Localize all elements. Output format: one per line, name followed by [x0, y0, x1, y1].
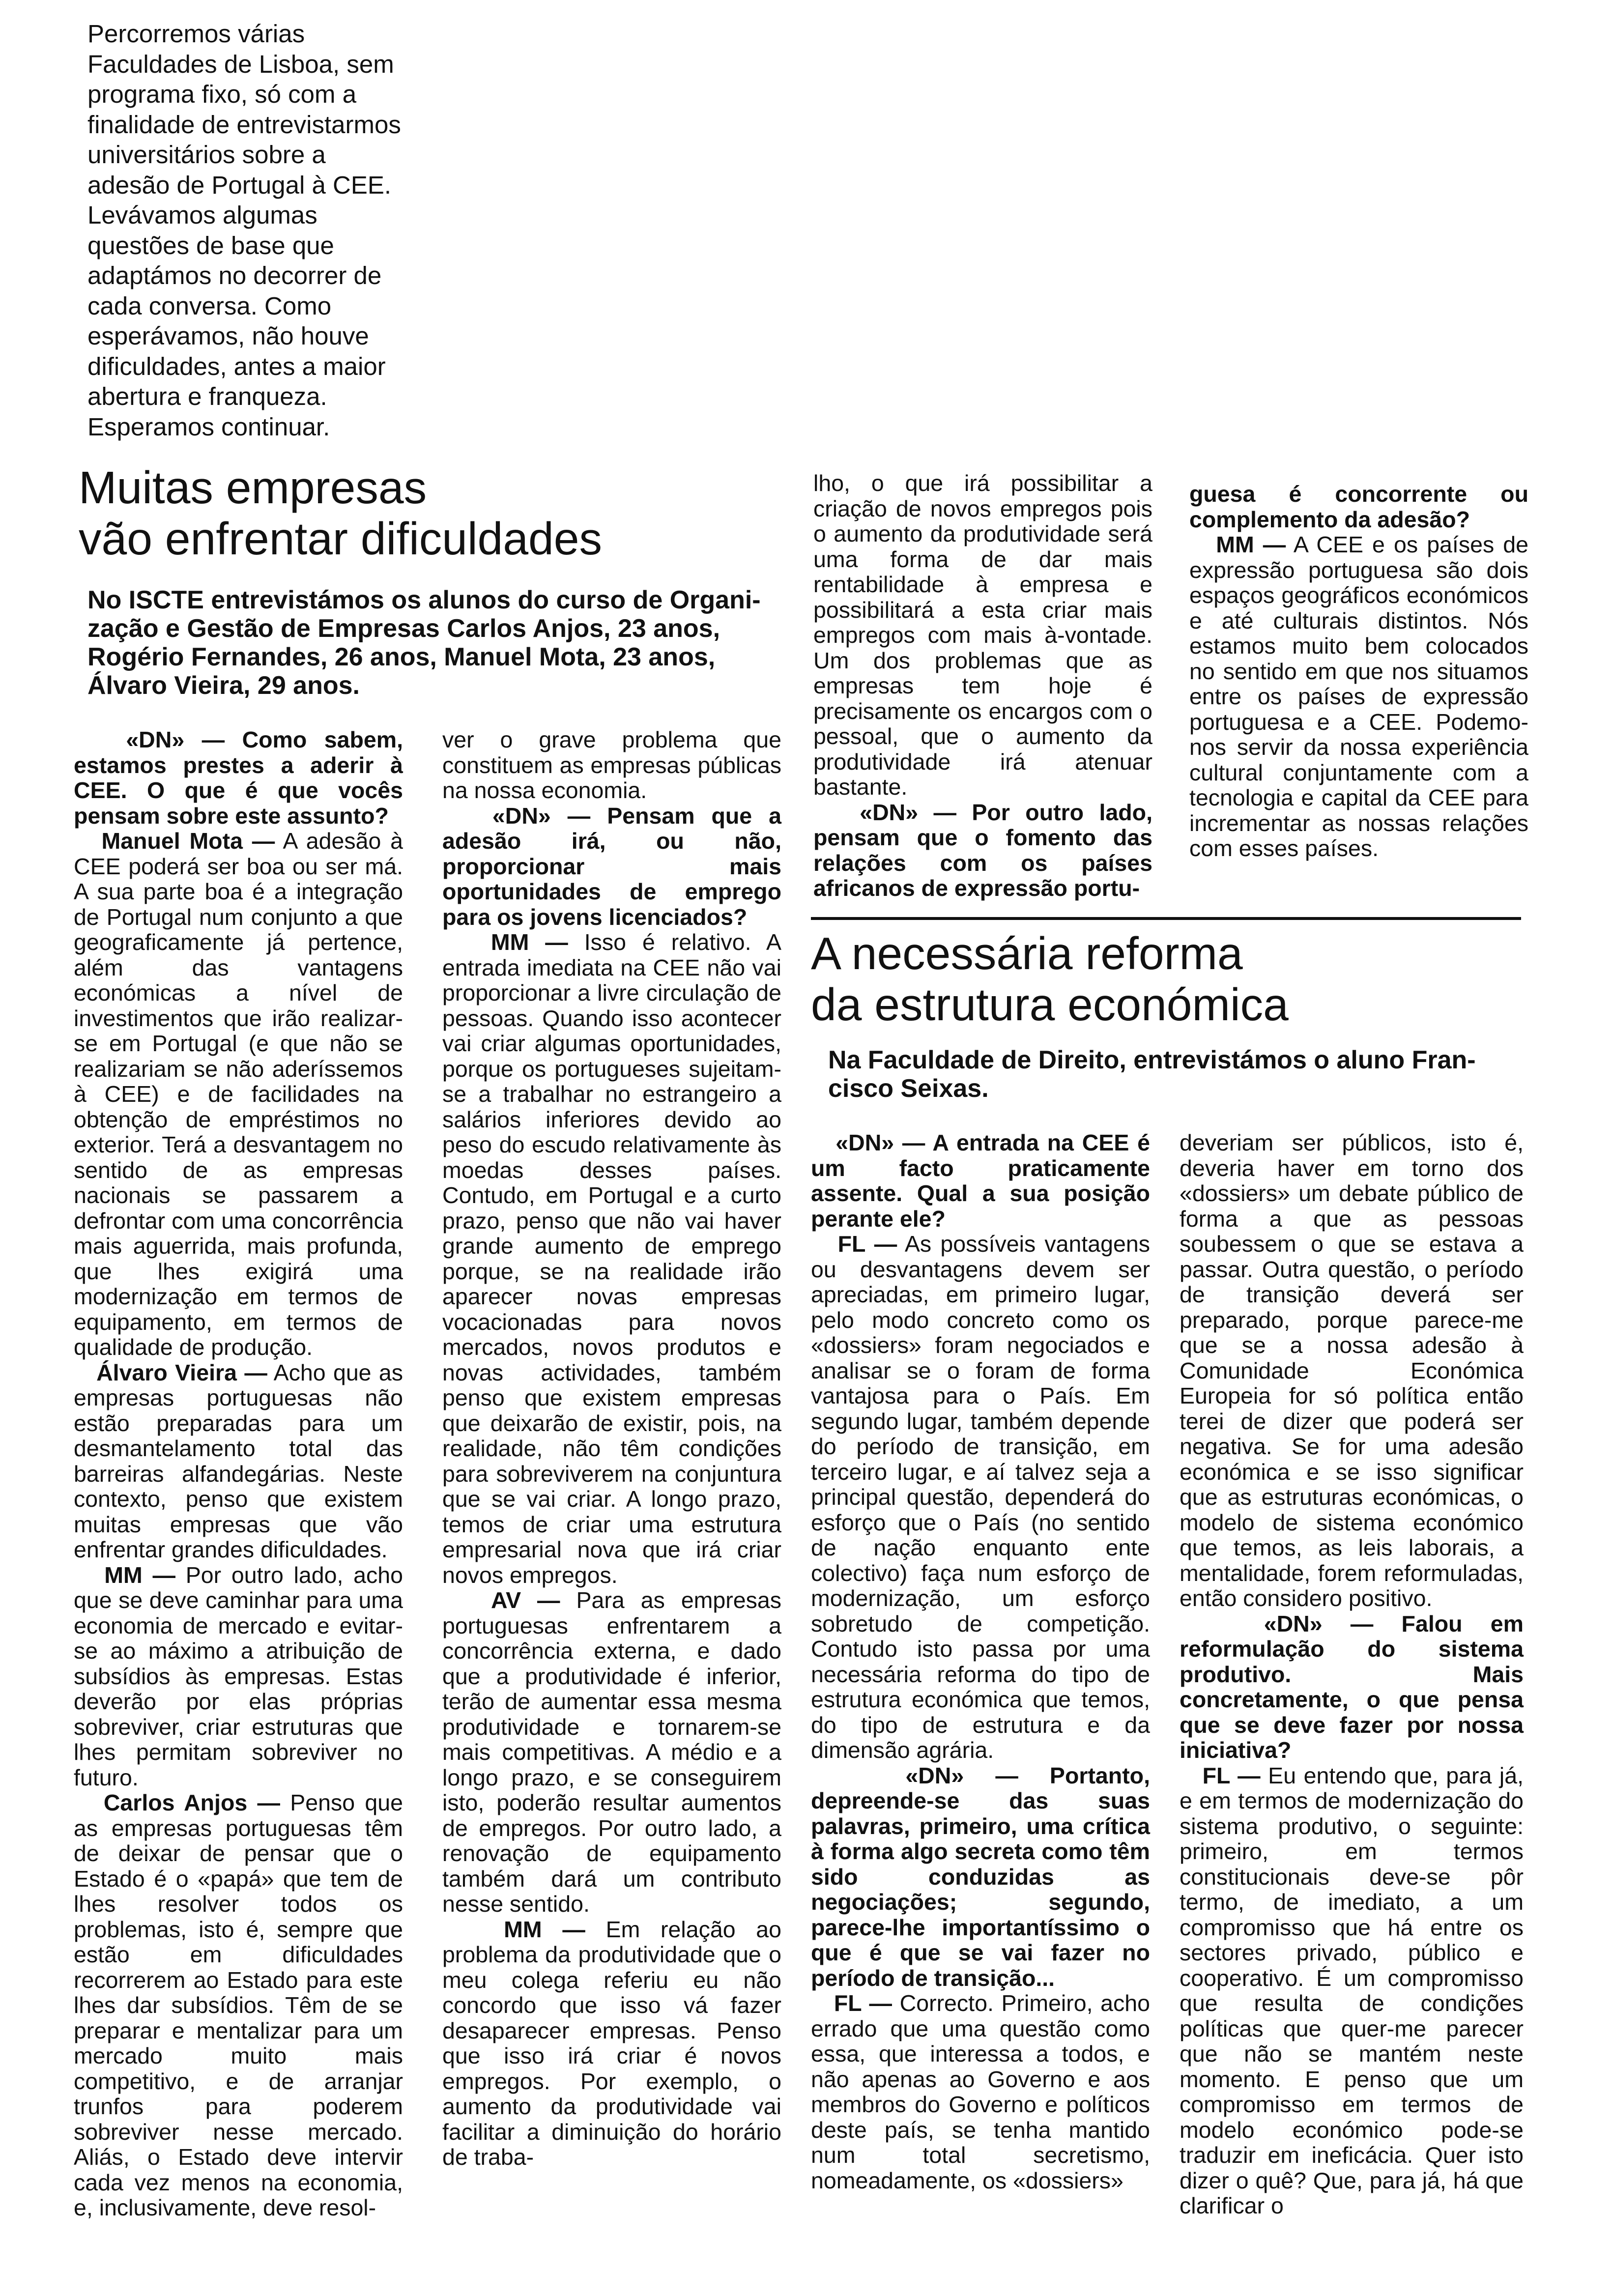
headline-line: vão enfrentar dificuldades [79, 513, 603, 564]
lead-line: Rogério Fernandes, 26 anos, Manuel Mota, 23 anos, [87, 643, 716, 671]
headline-line: Muitas empresas [79, 462, 427, 513]
intro-line: dificuldades, antes a maior [87, 352, 386, 380]
paragraph: Álvaro Vieira — Acho que as empresas portuguesas não estão preparadas para um desmantelamento total das barreiras alfandegárias. Neste contexto, penso que existem muitas empresas que vão enfrentar grandes dificuldades. [74, 1359, 403, 1562]
intro-line: programa fixo, só com a [87, 80, 357, 108]
section-divider [811, 917, 1521, 920]
paragraph: FL — Correcto. Primeiro, acho errado que uma questão como essa, que interessa a todos, e não apenas ao Governo e aos membros do Governo e políticos deste país, se tenha mantido num total secretismo, nomeadamente, os «dossiers» [811, 1990, 1150, 2193]
article1-column-1 [74, 727, 403, 2221]
article2-lead [828, 1046, 1526, 1103]
lead-line: No ISCTE entrevistámos os alunos do curso de Organi- [87, 586, 761, 614]
headline-line: A necessária reforma [811, 928, 1243, 979]
paragraph: Carlos Anjos — Penso que as empresas portuguesas têm de deixar de pensar que o Estado é o «papá» que tem de lhes resolver todos os problemas, isto é, sempre que estão em dificuldades recorrerem ao Estado para este lhes dar subsídios. Têm de se preparar e mentalizar para um mercado muito mais competitivo, e de arranjar trunfos para poderem sobreviver nesse mercado. Aliás, o Estado deve intervir cada vez menos na economia, e, inclusivamente, deve resol- [74, 1790, 403, 2220]
paragraph: «DN» — Falou em reformulação do sistema produtivo. Mais concretamente, o que pensa que se deve fazer por nossa iniciativa? [1180, 1610, 1524, 1763]
paragraph: FL — As possíveis vantagens ou desvantagens devem ser apreciadas, em primeiro lugar, pelo modo concreto como os «dossiers» foram negociados e analisar se o foram de forma vantajosa para o País. Em segundo lugar, também depende do período de transição, em terceiro lugar, e aí talvez seja a principal questão, dependerá do esforço que o País (no sentido de nação enquanto ente colectivo) faça num esforço de modernização, um esforço sobretudo de competição. Contudo isto passa por uma necessária reforma do tipo de estrutura económica que temos, do tipo de estrutura e da dimensão agrária. [811, 1231, 1150, 1763]
intro-line: Levávamos algumas [87, 201, 317, 229]
article1-column-2 [442, 727, 781, 2170]
paragraph: MM — Isso é relativo. A entrada imediata na CEE não vai proporcionar a livre circulação de pessoas. Quando isso acontecer vai criar algumas oportunidades, porque os portugueses sujeitam-se a trabalhar no estrangeiro a salários inferiores devido ao peso do escudo relativamente às moedas desses países. Contudo, em Portugal e a curto prazo, penso que não vai haver grande aumento de emprego porque, se na realidade irão aparecer novas empresas vocacionadas para novos mercados, novos produtos e novas actividades, também penso que existem empresas que deixarão de existir, pois, na realidade, não têm condições para sobreviverem na conjuntura que se vai criar. A longo prazo, temos de criar uma estrutura empresarial nova que irá criar novos empregos. [442, 929, 781, 1588]
paragraph: guesa é concorrente ou complemento da adesão? [1189, 481, 1528, 532]
article2-headline [811, 928, 1499, 1030]
article1-headline [79, 462, 767, 564]
paragraph: «DN» — Como sabem, estamos prestes a aderir à CEE. O que é que vocês pensam sobre este assunto? [74, 727, 403, 829]
intro-line: questões de base que [87, 231, 334, 259]
article1-column-4 [1189, 482, 1528, 861]
paragraph: ver o grave problema que constituem as empresas públicas na nossa economia. [442, 727, 781, 803]
paragraph: MM — Por outro lado, acho que se deve caminhar para uma economia de mercado e evitar-se ao máximo a atribuição de subsídios às empresas. Estas deverão por elas próprias sobreviver, criar estruturas que lhes permitam sobreviver no futuro. [74, 1562, 403, 1790]
intro-text [87, 19, 422, 442]
article2-column-1 [811, 1130, 1150, 2193]
headline-line: da estrutura económica [811, 979, 1289, 1030]
article1-column-3 [813, 471, 1152, 901]
intro-line: esperávamos, não houve [87, 322, 369, 350]
lead-line: zação e Gestão de Empresas Carlos Anjos, 23 anos, [87, 614, 720, 643]
intro-line: universitários sobre a [87, 141, 326, 169]
article1-lead [87, 586, 785, 700]
paragraph: MM — Em relação ao problema da produtividade que o meu colega referiu eu não concordo que isso vá fazer desaparecer empresas. Penso que isso irá criar é novos empregos. Por exemplo, o aumento da produtividade vai facilitar a diminuição do horário de traba- [442, 1916, 781, 2170]
intro-line: adesão de Portugal à CEE. [87, 171, 392, 199]
paragraph: «DN» — A entrada na CEE é um facto praticamente assente. Qual a sua posição perante ele? [811, 1130, 1150, 1232]
intro-line: finalidade de entrevistarmos [87, 110, 401, 139]
paragraph: deveriam ser públicos, isto é, deveria haver em torno dos «dossiers» um debate público de forma a que as pessoas soubessem o que se estava a passar. Outra questão, o período de transição deverá ser preparado, porque parece-me que se a nossa adesão à Comunidade Económica Europeia for só política então terei de dizer que poderá ser negativa. Se for uma adesão económica e se isso significar que as estruturas económicas, o modelo de sistema económico que temos, as leis laborais, a mentalidade, forem reformuladas, então considero positivo. [1180, 1130, 1524, 1611]
intro-line: Percorremos várias [87, 20, 305, 48]
lead-line: Álvaro Vieira, 29 anos. [87, 671, 360, 700]
paragraph: Manuel Mota — A adesão à CEE poderá ser boa ou ser má. A sua parte boa é a integração de Portugal num conjunto a que geograficamente já pertence, além das vantagens económicas a nível de investimentos que irão realizar-se em Portugal (e que não se realizariam se não aderíssemos à CEE) e de facilidades na obtenção de empréstimos no exterior. Terá a desvantagem no sentido de as empresas nacionais se passarem a defrontar com uma concorrência mais aguerrida, mais profunda, que lhes exigirá uma modernização em termos de equipamento, em termos de qualidade de produção. [74, 828, 403, 1360]
intro-line: abertura e franqueza. [87, 382, 327, 410]
intro-line: cada conversa. Como [87, 291, 332, 320]
paragraph: AV — Para as empresas portuguesas enfrentarem a concorrência externa, e dado que a produtividade é inferior, terão de aumentar essa mesma produtividade e tornarem-se mais competitivas. A médio e a longo prazo, e se conseguirem isto, poderão resultar aumentos de empregos. Por outro lado, a renovação de equipamento também dará um contributo nesse sentido. [442, 1587, 781, 1917]
intro-line: Faculdades de Lisboa, sem [87, 50, 394, 78]
paragraph: lho, o que irá possibilitar a criação de novos empregos pois o aumento da produtividade será uma forma de dar mais rentabilidade à empresa e possibilitará a esta criar mais empregos com mais à-vontade. Um dos problemas que as empresas tem hoje é precisamente os encargos com o pessoal, que o aumento da produtividade irá atenuar bastante. [813, 470, 1152, 800]
paragraph: MM — A CEE e os países de expressão portuguesa são dois espaços geográficos económicos e até culturais distintos. Nós estamos muito bem colocados no sentido em que nos situamos entre os países de expressão portuguesa e a CEE. Podemo-nos servir da nossa experiência cultural conjuntamente com a tecnologia e capital da CEE para incrementar as nossas relações com esses países. [1189, 532, 1528, 861]
intro-line: Esperamos continuar. [87, 412, 330, 441]
paragraph: «DN» — Por outro lado, pensam que o fomento das relações com os países africanos de expressão portu- [813, 799, 1152, 901]
article2-column-2 [1180, 1130, 1524, 2219]
paragraph: «DN» — Pensam que a adesão irá, ou não, proporcionar mais oportunidades de emprego para os jovens licenciados? [442, 803, 781, 930]
paragraph: «DN» — Portanto, depreende-se das suas palavras, primeiro, uma crítica à forma algo secreta como têm sido conduzidas as negociações; segundo, parece-lhe importantíssimo o que é que se vai fazer no período de transição... [811, 1762, 1150, 1991]
lead-line: Na Faculdade de Direito, entrevistámos o aluno Fran- [828, 1046, 1476, 1074]
lead-line: cisco Seixas. [828, 1074, 989, 1103]
intro-line: adaptámos no decorrer de [87, 261, 382, 289]
paragraph: FL — Eu entendo que, para já, e em termos de modernização do sistema produtivo, o seguinte: primeiro, em termos constitucionais deve-se pôr termo, de imediato, a um compromisso que há entre os sectores privado, público e cooperativo. É um compromisso que resulta de condições políticas que quer-me parecer que não se mantém neste momento. E penso que um compromisso em termos de modelo económico pode-se traduzir em ineficácia. Quer isto dizer o quê? Que, para já, há que clarificar o [1180, 1762, 1524, 2218]
